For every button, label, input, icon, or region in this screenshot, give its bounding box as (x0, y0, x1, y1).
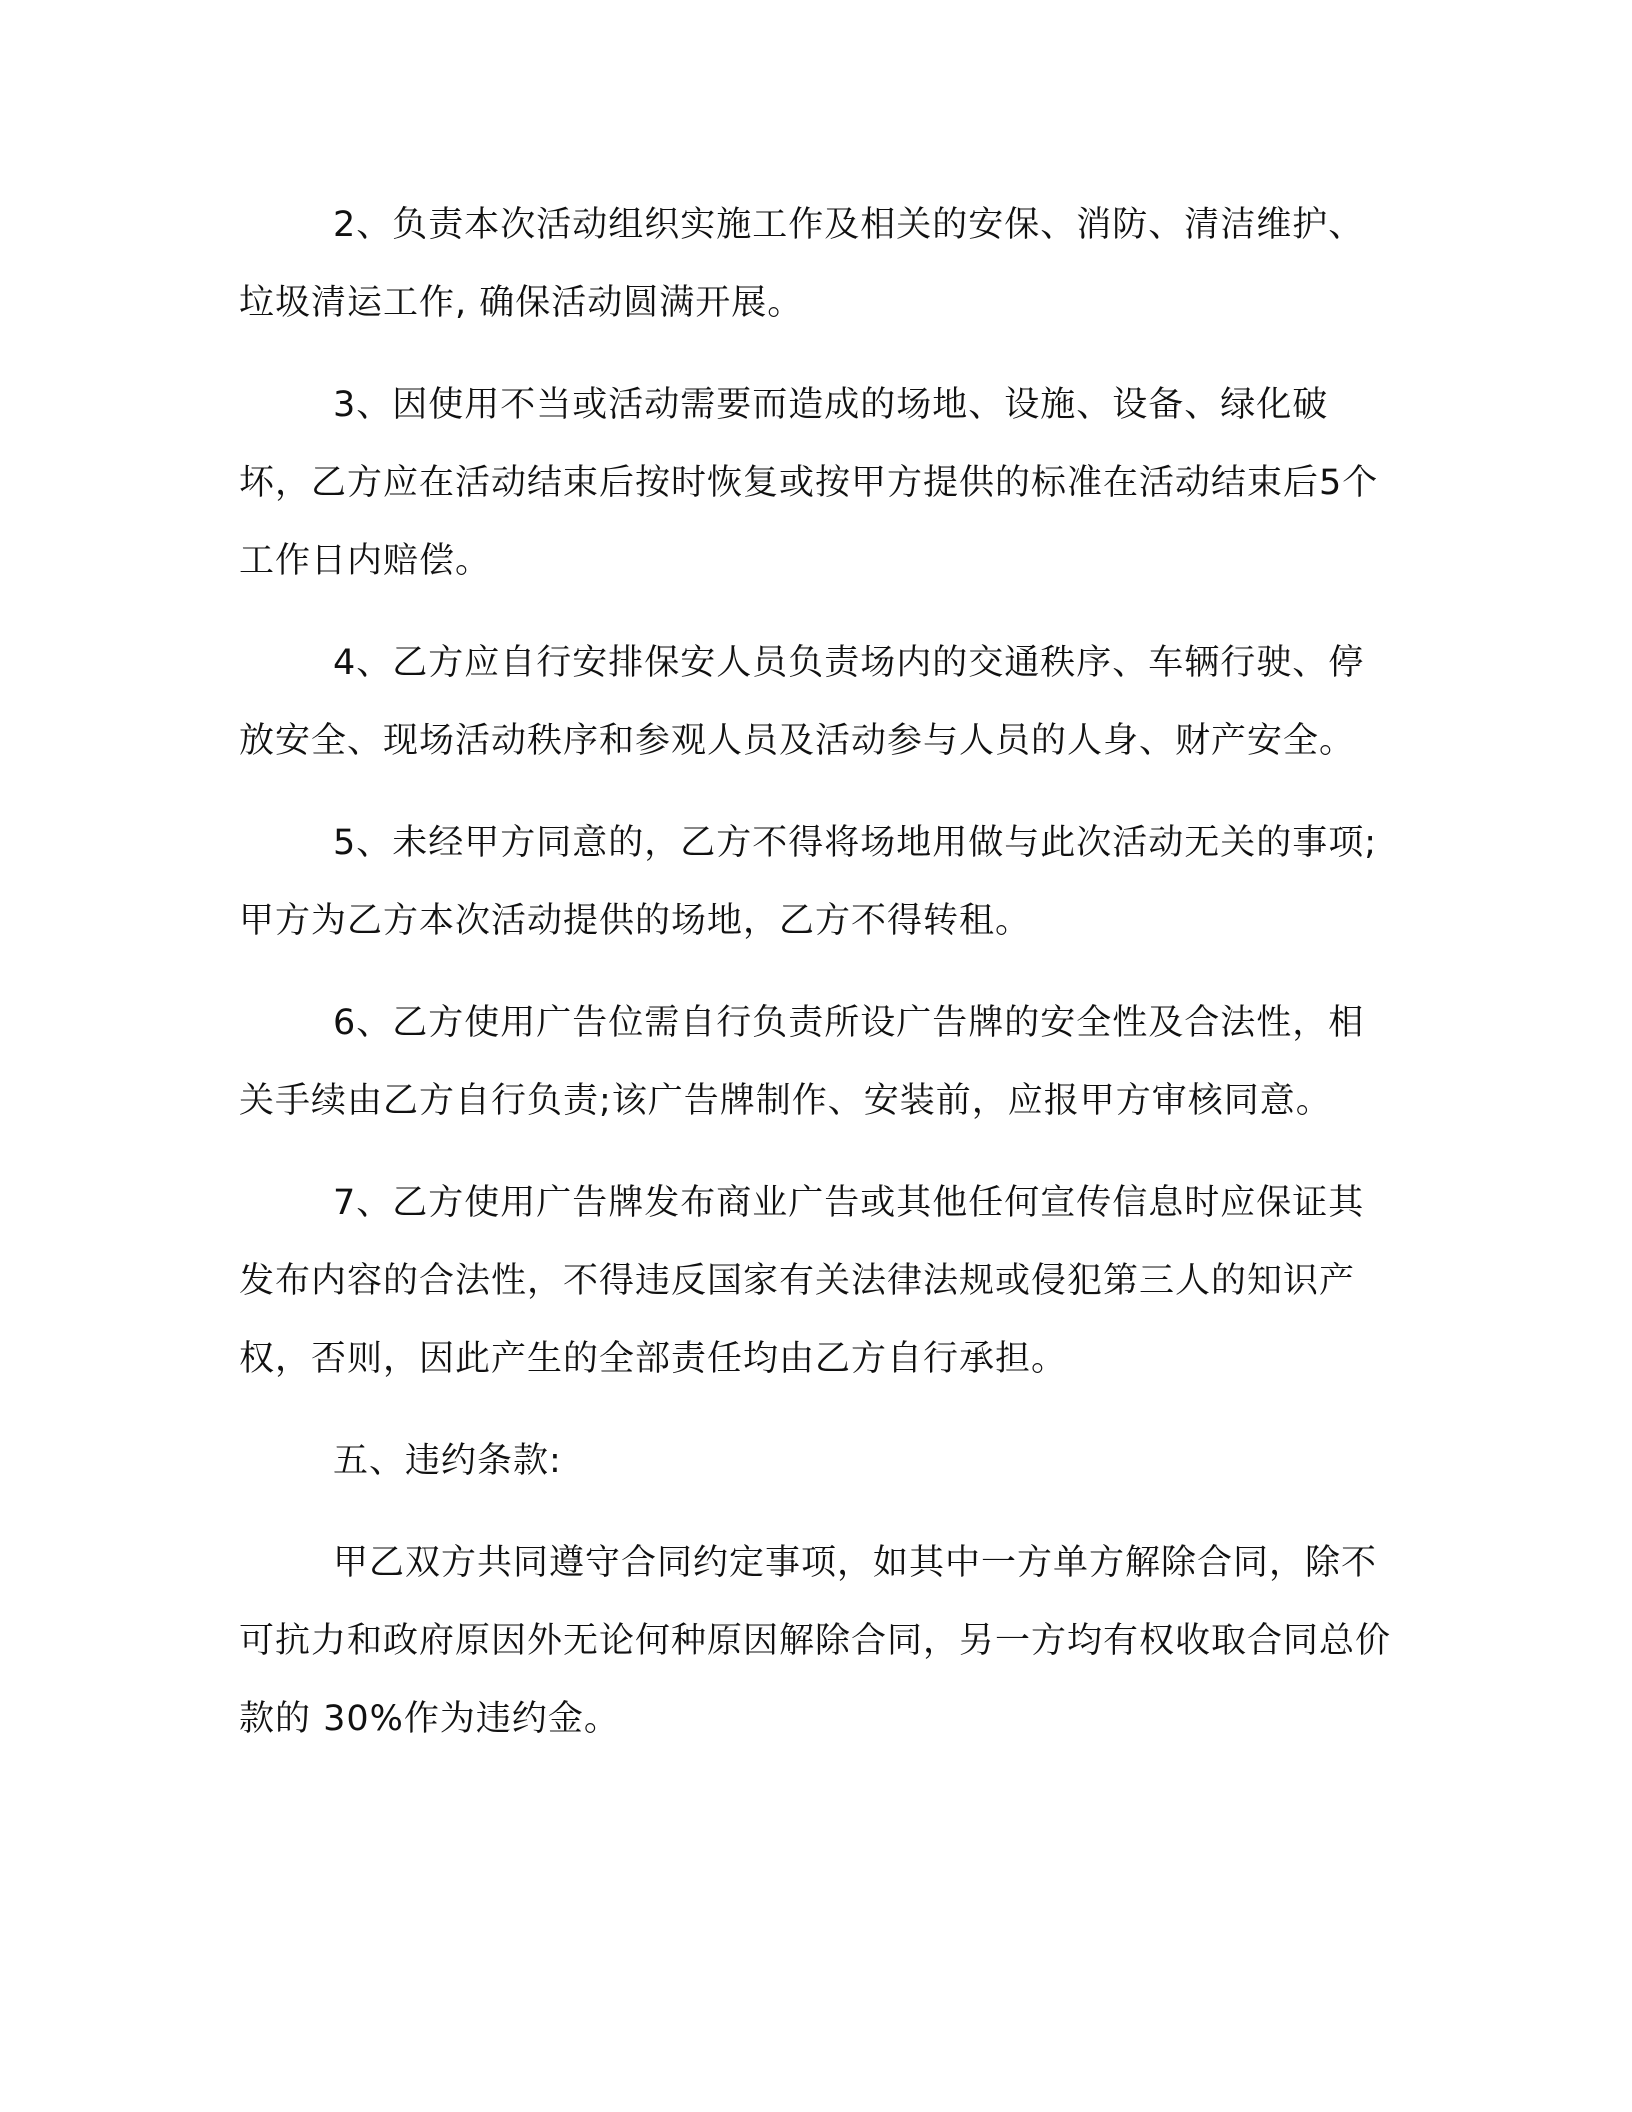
document-body (239, 186, 1391, 1782)
clause-6-paragraph: 6、乙方使用广告位需自行负责所设广告牌的安全性及合法性，相关手续由乙方自行负责;该广告牌制作、安装前，应报甲方审核同意。 (239, 1003, 1365, 1121)
clause-5-paragraph: 5、未经甲方同意的，乙方不得将场地用做与此次活动无关的事项;甲方为乙方本次活动提供的场地，乙方不得转租。 (239, 823, 1378, 941)
clause-4-paragraph: 4、乙方应自行安排保安人员负责场内的交通秩序、车辆行驶、停放安全、现场活动秩序和参观人员及活动参与人员的人身、财产安全。 (239, 643, 1365, 761)
clause-3-paragraph: 3、因使用不当或活动需要而造成的场地、设施、设备、绿化破坏，乙方应在活动结束后按时恢复或按甲方提供的标准在活动结束后5个工作日内赔偿。 (239, 385, 1379, 581)
section-heading-breach: 五、违约条款: (333, 1441, 562, 1481)
clause-7-paragraph: 7、乙方使用广告牌发布商业广告或其他任何宣传信息时应保证其发布内容的合法性，不得违反国家有关法律法规或侵犯第三人的知识产权，否则，因此产生的全部责任均由乙方自行承担。 (239, 1183, 1365, 1379)
clause-2-paragraph: 2、负责本次活动组织实施工作及相关的安保、消防、清洁维护、垃圾清运工作, 确保活动圆满开展。 (239, 205, 1365, 323)
breach-clause-paragraph: 甲乙双方共同遵守合同约定事项，如其中一方单方解除合同，除不可抗力和政府原因外无论何种原因解除合同，另一方均有权收取合同总价款的 30%作为违约金。 (239, 1543, 1392, 1739)
